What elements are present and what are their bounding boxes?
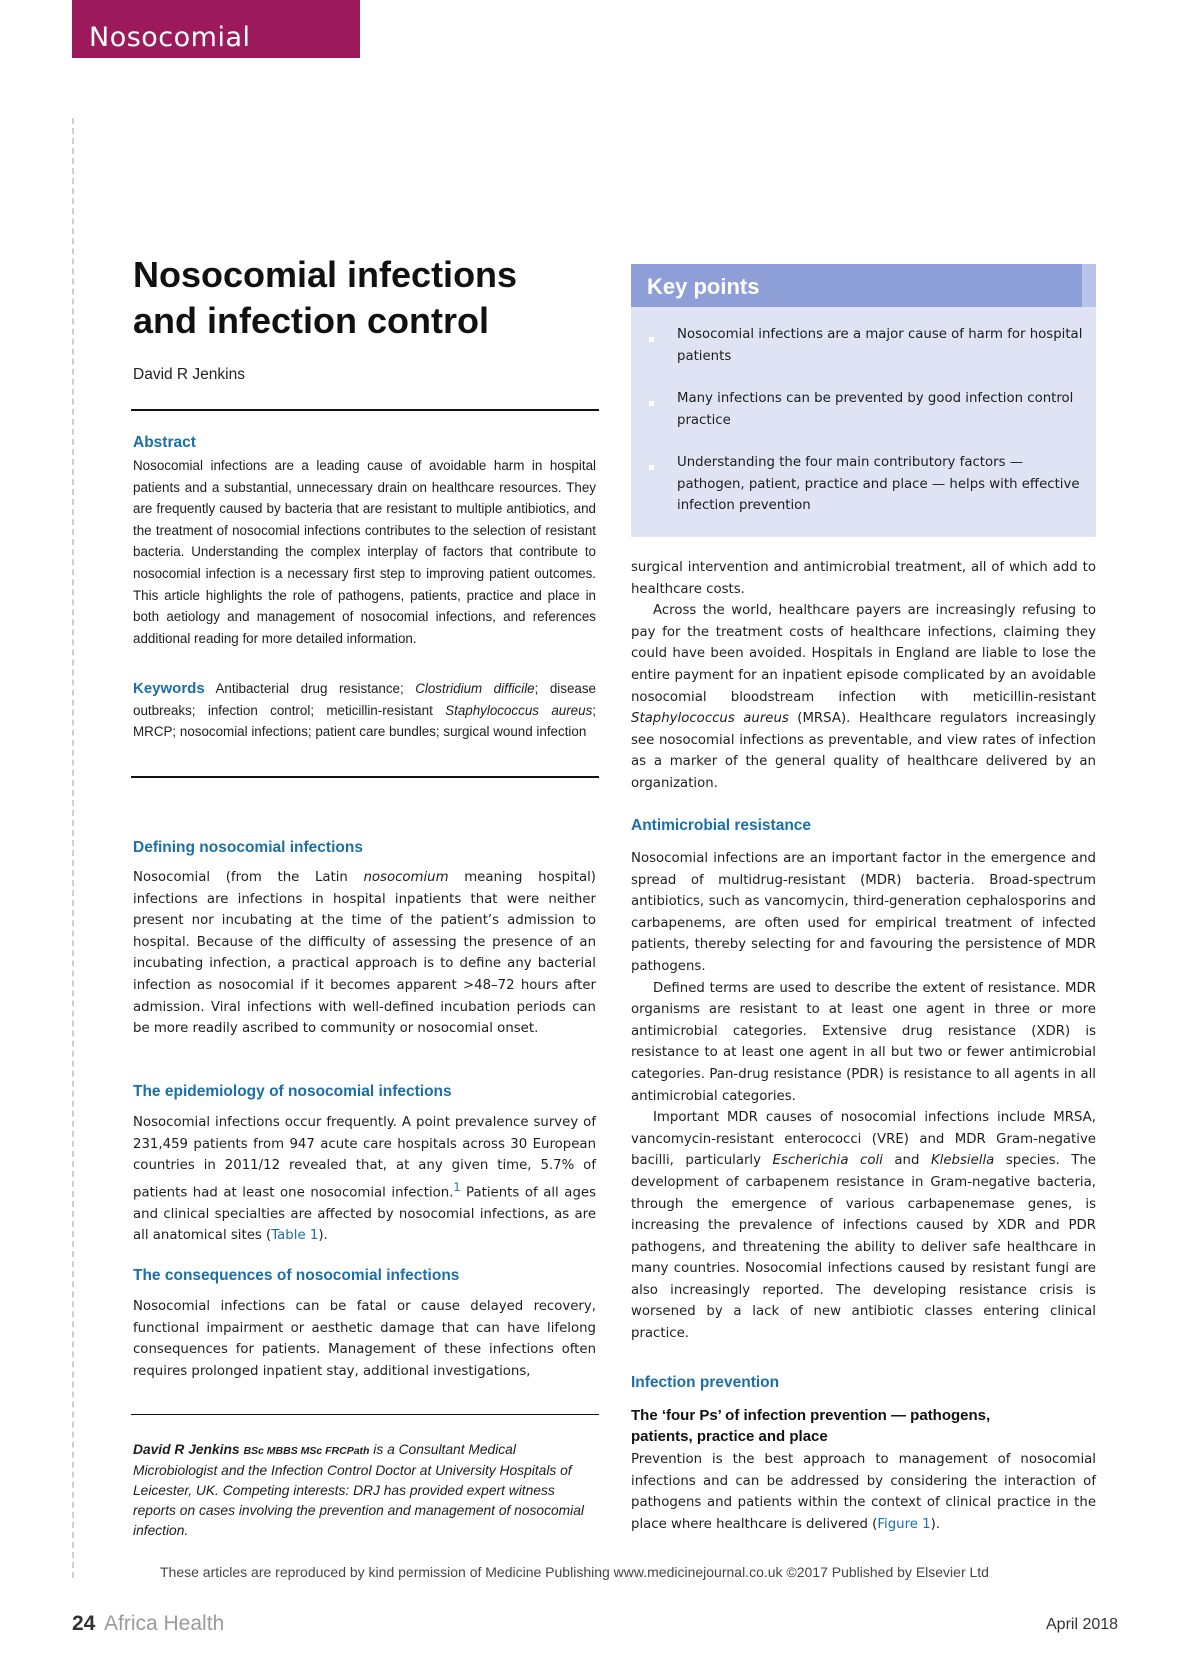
key-point-2: Many infections can be prevented by good infection control practice: [677, 391, 1074, 428]
heading-defining: Defining nosocomial infections: [133, 839, 363, 856]
para-resistance: Nosocomial infections are an important factor in the emergence and spread of multidrug-resistant (MDR) bacteria. Broad-spectrum antibiotics, such as vancomycin, third-generation cephalosporins and carbapenems, are often used for empirical treatment of infected patients, thereby selecting for and favouring the persistence of MDR pathogens. Defined terms are used to describe the extent of resistance. MDR organisms are resistant to at least one agent in three or more antimicrobial categories. Extensive drug resistance (XDR) is resistance to at least one agent in all but two or fewer antimicrobial categories. Pan-drug resistance (PDR) is resistance to all agents in all antimicrobial categories. Important MDR causes of nosocomial infections include MRSA, vancomycin-resistant enterococci (VRE) and MDR Gram-negative bacilli, particularly Escherichia coli and Klebsiella species. The development of carbapenem resistance in Gram-negative bacteria, through the emergence of various carbapenemase genes, is increasing the prevalence of infections caused by XDR and PDR pathogens, and threatening the ability to deliver safe healthcare in many countries. Nosocomial infections caused by resistant fungi are also increasingly reported. The developing resistance crisis is worsened by a lack of new antibiotic classes entering clinical practice.: [631, 851, 1096, 1342]
issue-date: April 2018: [1046, 1616, 1119, 1633]
heading-consequences: The consequences of nosocomial infections: [133, 1267, 460, 1284]
para-prevention: Prevention is the best approach to management of nosocomial infections and can be addressed by considering the interaction of pathogens and patients within the context of clinical practice in the place where healthcare is delivered (Figure 1).: [631, 1452, 1096, 1532]
bio-qualifications: BSc MBBS MSc FRCPath: [243, 1445, 370, 1457]
subheading-four-ps: [631, 1405, 990, 1447]
title-line-2: and infection control: [133, 300, 489, 341]
key-point-1: Nosocomial infections are a major cause of harm for hospital patients: [677, 327, 1083, 364]
key-point-3: Understanding the four main contributory factors — pathogen, patient, practice and place — helps with effective infection prevention: [677, 455, 1080, 514]
keywords-italic-2: Staphylococcus aureus: [445, 702, 593, 718]
keywords: [133, 678, 596, 743]
bullet-icon: [649, 465, 654, 470]
reproduced-note: These articles are reproduced by kind permission of Medicine Publishing www.medicinejournal.co.uk ©2017 Published by Elsevier Ltd: [160, 1564, 989, 1580]
bio-text: is a Consultant Medical Microbiologist and the Infection Control Doctor at University Hospitals of Leicester, UK. Competing interests: DRJ has provided expert witness reports on cases involving the prevention and management of nosocomial infection.: [133, 1442, 584, 1538]
key-points-header-stripe: [1082, 264, 1096, 307]
heading-prevention: Infection prevention: [631, 1374, 780, 1391]
abstract-heading: Abstract: [133, 434, 196, 451]
para-defining: Nosocomial (from the Latin nosocomium meaning hospital) infections are infections in hospital inpatients that were neither present nor incubating at the time of the patient’s admission to hospital. Because of the difficulty of assessing the presence of an incubating infection, a practical approach is to define any bacterial infection as nosocomial if it becomes apparent >48–72 hours after admission. Viral infections with well-defined incubation periods can be more readily ascribed to community or nosocomial onset.: [133, 870, 596, 1037]
abstract-text: Nosocomial infections are a leading cause of avoidable harm in hospital patients and a substantial, unnecessary drain on healthcare resources. They are frequently caused by bacteria that are resistant to multiple antibiotics, and the treatment of nosocomial infections contributes to the selection of resistant bacteria. Understanding the complex interplay of factors that contribute to nosocomial infection is a necessary first step to improving patient outcomes. This article highlights the role of pathogens, patients, practice and place in both aetiology and management of nosocomial infections, and references additional reading for more detailed information.: [133, 458, 596, 646]
subheading-line-1: The ‘four Ps’ of infection prevention — pathogens,: [631, 1407, 991, 1424]
bullet-icon: [649, 401, 654, 406]
heading-resistance: Antimicrobial resistance: [631, 817, 812, 834]
margin-dashed-line: [72, 118, 74, 1578]
heading-epidemiology: The epidemiology of nosocomial infections: [133, 1083, 452, 1100]
keywords-text-3: ; MRCP; nosocomial infections; patient care bundles; surgical wound infection: [133, 702, 596, 740]
article-title: [133, 252, 653, 344]
subheading-line-2: patients, practice and place: [631, 1428, 828, 1445]
author-bio: [133, 1440, 598, 1541]
section-tab-label: Nosocomial: [89, 22, 251, 53]
bio-rule: [131, 1414, 599, 1415]
key-points-header: [631, 264, 1082, 307]
publication-name: Africa Health: [104, 1612, 225, 1635]
page-number: 24: [72, 1612, 96, 1635]
figure-1-link[interactable]: Figure 1: [877, 1516, 931, 1532]
keywords-label: Keywords: [133, 680, 205, 697]
keywords-italic-1: Clostridium difficile: [415, 681, 535, 696]
para-consequences: Nosocomial infections can be fatal or cause delayed recovery, functional impairment or aesthetic damage that can have lifelong consequences for patients. Management of these infections often requires prolonged inpatient stay, additional investigations,: [133, 1299, 596, 1379]
abstract-bottom-rule: [131, 776, 599, 778]
bio-name: David R Jenkins: [133, 1442, 240, 1457]
table-1-link[interactable]: Table 1: [271, 1228, 319, 1244]
bullet-icon: [649, 337, 654, 342]
section-tab: [72, 0, 360, 58]
key-points-heading: Key points: [647, 274, 760, 299]
article-author: David R Jenkins: [133, 366, 245, 383]
para-continued: surgical intervention and antimicrobial treatment, all of which add to healthcare costs. Across the world, healthcare payers are increasingly refusing to pay for the treatment costs of healthcare infections, claiming they could have been avoided. Hospitals in England are liable to lose the entire payment for an inpatient episode complicated by an avoidable nosocomial bloodstream infection with meticillin-resistant Staphylococcus aureus (MRSA). Healthcare regulators increasingly see nosocomial infections as preventable, and view rates of infection as a marker of the general quality of healthcare delivered by an organization.: [631, 560, 1096, 791]
keywords-text-1: Antibacterial drug resistance;: [215, 681, 416, 696]
title-line-1: Nosocomial infections: [133, 254, 518, 295]
citation-1[interactable]: 1: [453, 1180, 461, 1194]
para-epidemiology: Nosocomial infections occur frequently. A point prevalence survey of 231,459 patients from 947 acute care hospitals across 30 European countries in 2011/12 revealed that, at any given time, 5.7% of patients had at least one nosocomial infection.$^1$ Patients of all ages and clinical specialties are affected by nosocomial infections, as are all anatomical sites (Table 1).: [133, 1115, 597, 1244]
abstract-top-rule: [131, 409, 599, 411]
keywords-text-2: ; disease outbreaks; infection control; meticillin-resistant: [133, 681, 596, 718]
